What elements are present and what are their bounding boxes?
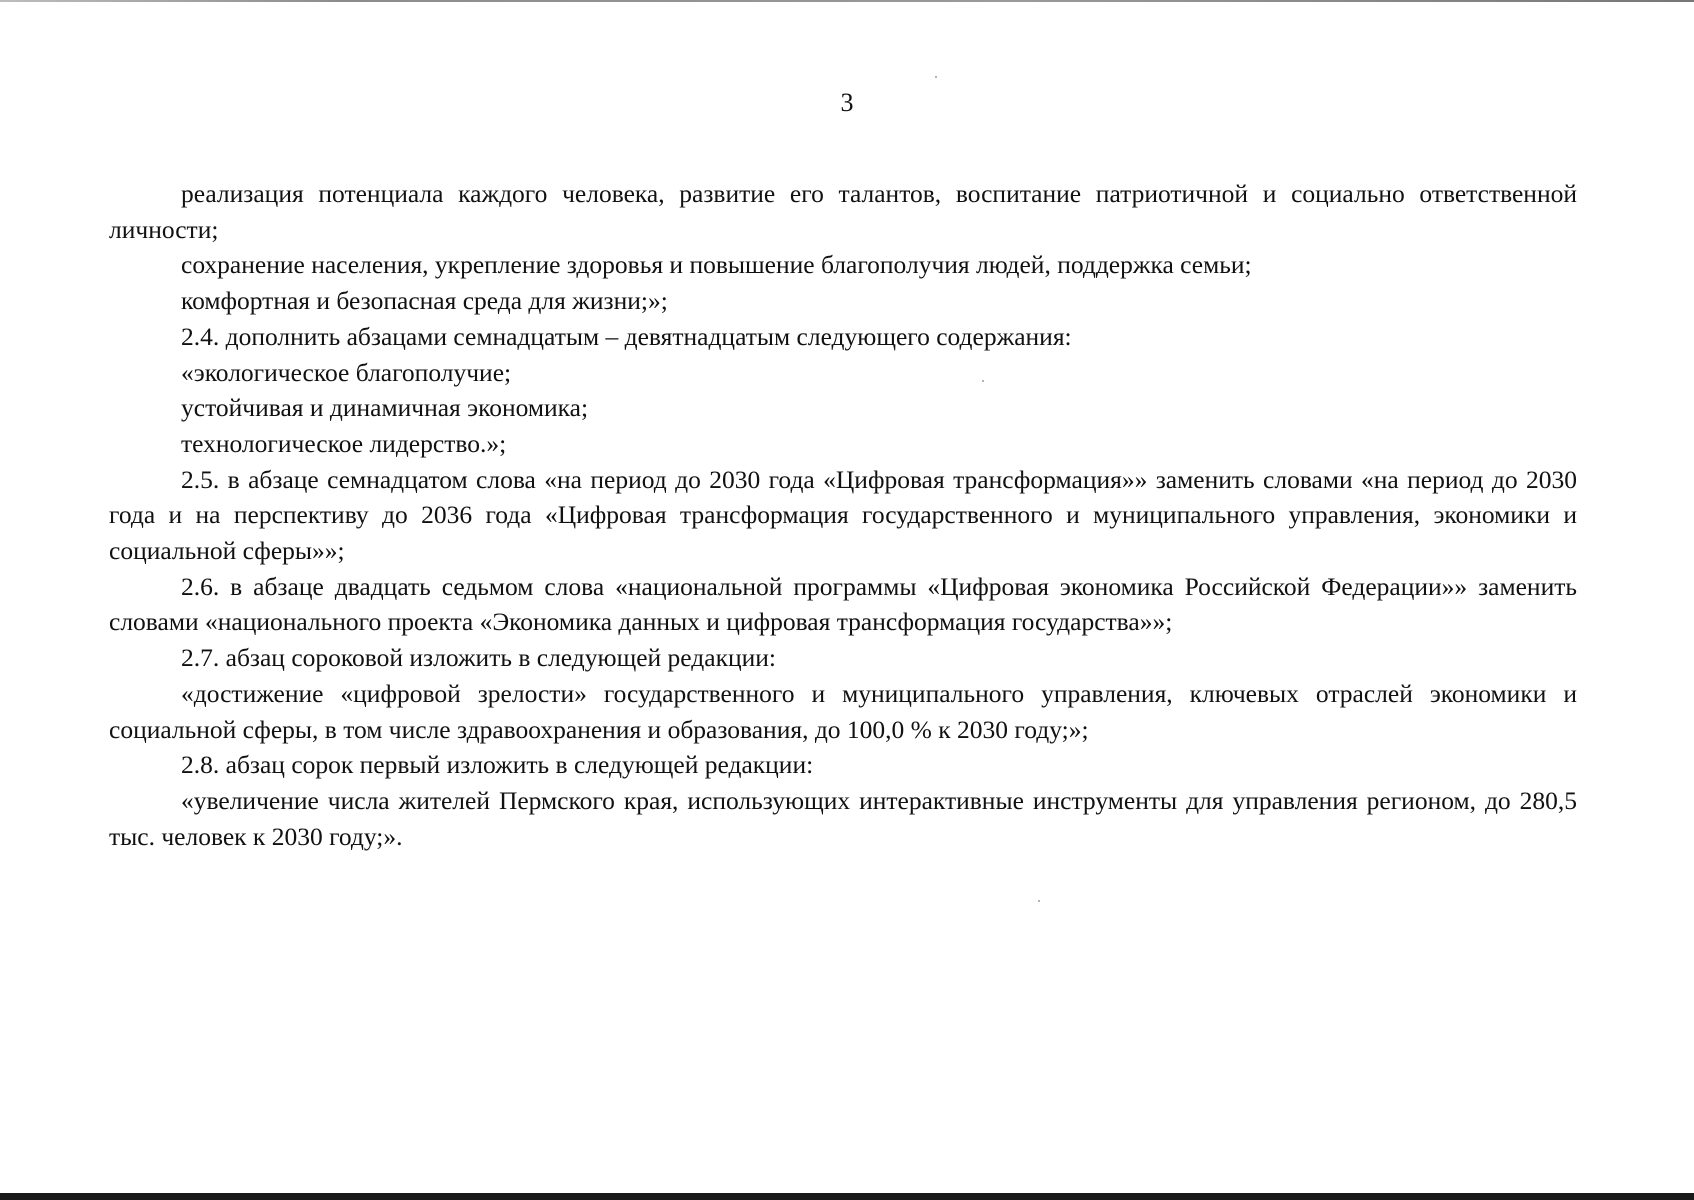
paragraph: комфортная и безопасная среда для жизни;»; xyxy=(181,286,668,316)
paragraph: 2.8. абзац сорок первый изложить в следующей редакции: xyxy=(181,750,814,780)
scan-top-edge xyxy=(0,0,1694,2)
paragraph: реализация потенциала каждого человека, развитие его талантов, воспитание патриотичной и социально ответственной личности; xyxy=(109,179,1577,244)
paragraph: «увеличение числа жителей Пермского края, использующих интерактивные инструменты для управления регионом, до 280,5 тыс. человек к 2030 году;». xyxy=(109,785,1577,851)
paragraph: 2.6. в абзаце двадцать седьмом слова «национальной программы «Цифровая экономика Российской Федерации»» заменить словами «национального проекта «Экономика данных и цифровая трансформация государства»»; xyxy=(109,571,1577,637)
paragraph: устойчивая и динамичная экономика; xyxy=(181,393,589,423)
scan-speck xyxy=(935,76,937,78)
paragraph: 2.5. в абзаце семнадцатом слова «на период до 2030 года «Цифровая трансформация»» заменить словами «на период до 2030 года и на перспективу до 2036 года «Цифровая трансформация государственного и муниципального управления, экономики и социальной сферы»»; xyxy=(109,464,1577,566)
page-number: 3 xyxy=(840,88,854,117)
paragraph: «достижение «цифровой зрелости» государственного и муниципального управления, ключевых отраслей экономики и социальной сферы, в том числе здравоохранения и образования, до 100,0 % к 2030 году;»; xyxy=(109,678,1577,744)
paragraph: 2.4. дополнить абзацами семнадцатым – девятнадцатым следующего содержания: xyxy=(181,321,1072,351)
paragraph: технологическое лидерство.»; xyxy=(181,428,507,458)
paragraph: сохранение населения, укрепление здоровья и повышение благополучия людей, поддержка семьи; xyxy=(181,250,1252,280)
scan-bottom-edge xyxy=(0,1193,1694,1200)
document-body xyxy=(109,176,1577,854)
scan-speck xyxy=(982,380,984,382)
paragraph: 2.7. абзац сороковой изложить в следующей редакции: xyxy=(181,643,776,673)
paragraph: «экологическое благополучие; xyxy=(181,357,512,387)
scan-speck xyxy=(1038,900,1040,902)
